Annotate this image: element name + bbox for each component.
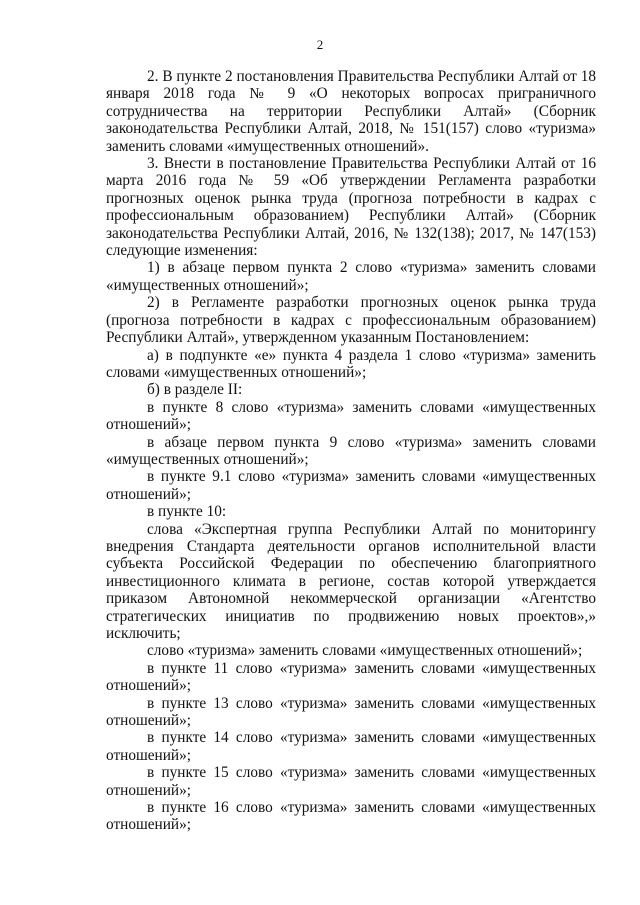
document-body <box>106 68 596 834</box>
paragraph-point-9: в абзаце первом пункта 9 слово «туризма» заменить словами «имущественных отношений»; <box>106 433 596 468</box>
paragraph-item-3: 3. Внести в постановление Правительства Республики Алтай от 16 марта 2016 года № 59 «Об утверждении Регламента разработки прогнозных оценок рынка труда (прогноза потребности в кадрах с профессиональным образованием) Республики Алтай» (Сборник законодательства Республики Алтай, 2016, № 132(138); 2017, № 147(153) следующие изменения: <box>106 155 596 260</box>
paragraph-subitem-2: 2) в Регламенте разработки прогнозных оценок рынка труда (прогноза потребности в кадрах с профессиональным образованием) Республики Алтай», утвержденном указанным Постановлением: <box>106 294 596 347</box>
paragraph-point-9-1: в пункте 9.1 слово «туризма» заменить словами «имущественных отношений»; <box>106 468 596 503</box>
paragraph-subitem-b: б) в разделе II: <box>147 381 243 399</box>
paragraph-point-14: в пункте 14 слово «туризма» заменить словами «имущественных отношений»; <box>106 729 596 764</box>
paragraph-item-2: 2. В пункте 2 постановления Правительства Республики Алтай от 18 января 2018 года № 9 «О некоторых вопросах приграничного сотрудничества на территории Республики Алтай» (Сборник законодательства Республики Алтай, 2018, № 151(157) слово «туризма» заменить словами «имущественных отношений». <box>106 68 596 155</box>
paragraph-subitem-a: а) в подпункте «е» пункта 4 раздела 1 слово «туризма» заменить словами «имущественных отношений»; <box>106 346 596 381</box>
paragraph-subitem-1: 1) в абзаце первом пункта 2 слово «туризма» заменить словами «имущественных отношений»; <box>106 259 596 294</box>
paragraph-point-11: в пункте 11 слово «туризма» заменить словами «имущественных отношений»; <box>106 659 596 695</box>
paragraph-point-8: в пункте 8 слово «туризма» заменить словами «имущественных отношений»; <box>106 398 596 434</box>
paragraph-point-10-words: слова «Экспертная группа Республики Алтай по мониторингу внедрения Стандарта деятельности органов исполнительной власти субъекта Российской Федерации по обеспечению благоприятного инвестиционного климата в регионе, состав которой утверждается приказом Автономной некоммерческой организации «Агентство стратегических инициатив по продвижению новых проектов»,» исключить; <box>106 520 596 642</box>
paragraph-point-16: в пункте 16 слово «туризма» заменить словами «имущественных отношений»; <box>106 799 596 834</box>
paragraph-point-10-replace: слово «туризма» заменить словами «имущественных отношений»; <box>147 642 583 660</box>
paragraph-point-13: в пункте 13 слово «туризма» заменить словами «имущественных отношений»; <box>106 694 596 730</box>
paragraph-point-10: в пункте 10: <box>147 503 227 521</box>
paragraph-point-15: в пункте 15 слово «туризма» заменить словами «имущественных отношений»; <box>106 764 596 799</box>
page-number: 2 <box>316 37 324 52</box>
